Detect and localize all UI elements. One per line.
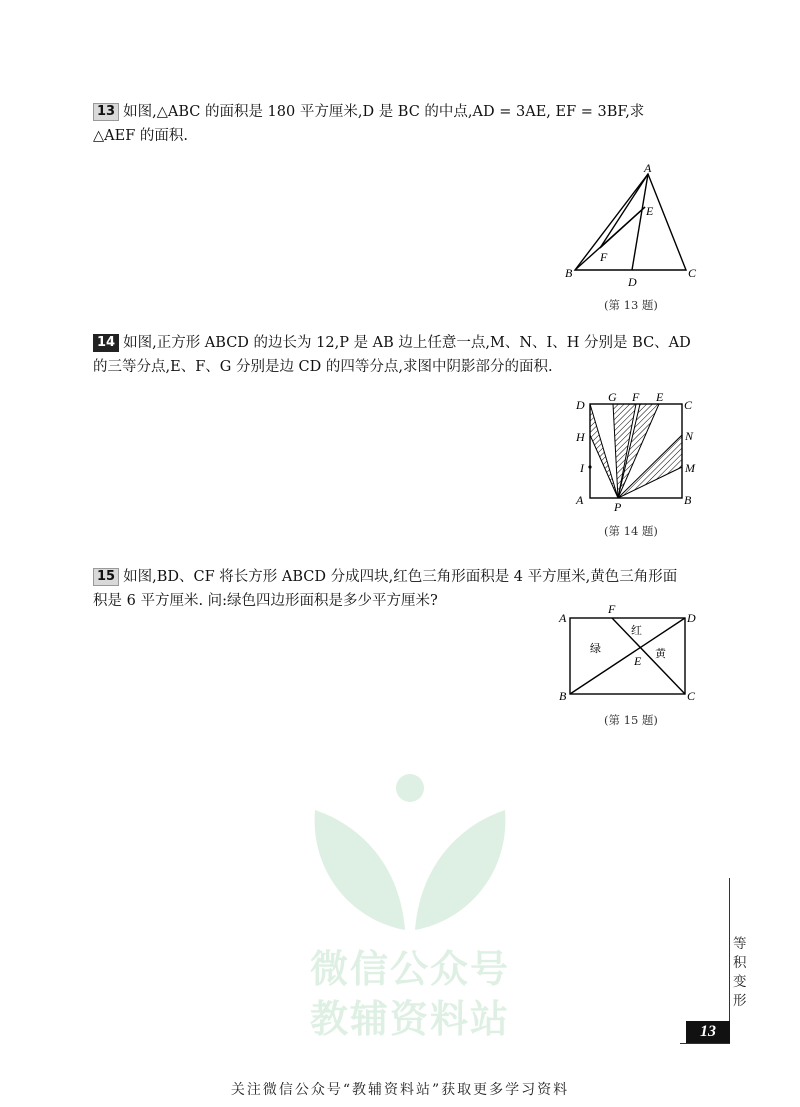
figure-14 xyxy=(570,390,700,519)
segment-ad xyxy=(632,174,648,270)
label-d: D xyxy=(628,275,637,289)
label-f: F xyxy=(632,390,640,404)
figure-15 xyxy=(555,600,705,709)
problem-13-text-1: 如图,△ABC 的面积是 180 平方厘米,D 是 BC 的中点,AD = 3AE, EF = 3BF,求 xyxy=(123,104,645,120)
problem-14-line1 xyxy=(93,331,723,355)
label-g: G xyxy=(608,390,617,404)
label-d: D xyxy=(576,398,585,412)
problem-14-text-1: 如图,正方形 ABCD 的边长为 12,P 是 AB 边上任意一点,M、N、I、H 分别是 BC、AD xyxy=(123,335,691,351)
label-c: C xyxy=(688,266,697,280)
caption-14: (第 14 题) xyxy=(604,524,658,538)
bottom-rule xyxy=(680,1043,730,1044)
label-m: M xyxy=(685,461,695,475)
label-n: N xyxy=(685,429,694,443)
label-a: A xyxy=(576,493,584,507)
label-f: F xyxy=(608,602,616,616)
segment-bd xyxy=(570,618,685,694)
chapter-title-char: 等 xyxy=(733,936,747,952)
problem-15-text-2: 积是 6 平方厘米. 问:绿色四边形面积是多少平方厘米? xyxy=(93,593,438,609)
chapter-title xyxy=(733,935,749,1011)
label-i: I xyxy=(580,461,584,475)
label-a: A xyxy=(559,611,567,625)
label-h: H xyxy=(576,430,585,444)
problem-15-line1 xyxy=(93,565,723,589)
caption-15: (第 15 题) xyxy=(604,713,658,727)
segment-cf xyxy=(612,618,685,694)
point-i xyxy=(588,465,591,468)
page-number: 13 xyxy=(686,1021,730,1043)
label-d: D xyxy=(687,611,696,625)
problem-13-text-2: △AEF 的面积. xyxy=(93,128,188,144)
label-c: C xyxy=(687,689,696,703)
label-b: B xyxy=(565,266,573,280)
label-e: E xyxy=(646,204,654,218)
watermark-line1: 微信公众号 xyxy=(309,947,510,991)
side-rule xyxy=(729,878,730,1038)
problem-13 xyxy=(93,100,723,148)
problem-13-line1 xyxy=(93,100,723,124)
problem-number: 13 xyxy=(93,103,119,121)
label-green-region: 绿 xyxy=(590,642,601,655)
label-e: E xyxy=(656,390,664,404)
watermark xyxy=(290,770,530,1040)
label-p: P xyxy=(614,500,622,514)
label-b: B xyxy=(684,493,692,507)
chapter-title-char: 变 xyxy=(733,974,747,990)
watermark-leaf-icon xyxy=(290,770,530,940)
problem-14 xyxy=(93,331,723,379)
label-f: F xyxy=(600,250,608,264)
figure-13 xyxy=(560,160,710,299)
label-c: C xyxy=(684,398,693,412)
label-e: E xyxy=(634,654,642,668)
chapter-title-char: 积 xyxy=(733,955,747,971)
label-yellow-region: 黄 xyxy=(655,647,666,660)
problem-number: 15 xyxy=(93,568,119,586)
caption-13: (第 13 题) xyxy=(604,298,658,312)
footer-note: 关注微信公众号“教辅资料站”获取更多学习资料 xyxy=(230,1082,570,1098)
chapter-title-char: 形 xyxy=(733,993,747,1009)
label-red-region: 红 xyxy=(631,624,642,637)
label-b: B xyxy=(559,689,567,703)
problem-15-text-1: 如图,BD、CF 将长方形 ABCD 分成四块,红色三角形面积是 4 平方厘米,黄色三角形面 xyxy=(123,569,678,585)
watermark-line2: 教辅资料站 xyxy=(309,997,510,1041)
problem-14-text-2: 的三等分点,E、F、G 分别是边 CD 的四等分点,求图中阴影部分的面积. xyxy=(93,359,553,375)
label-a: A xyxy=(644,161,652,175)
problem-number: 14 xyxy=(93,334,119,352)
